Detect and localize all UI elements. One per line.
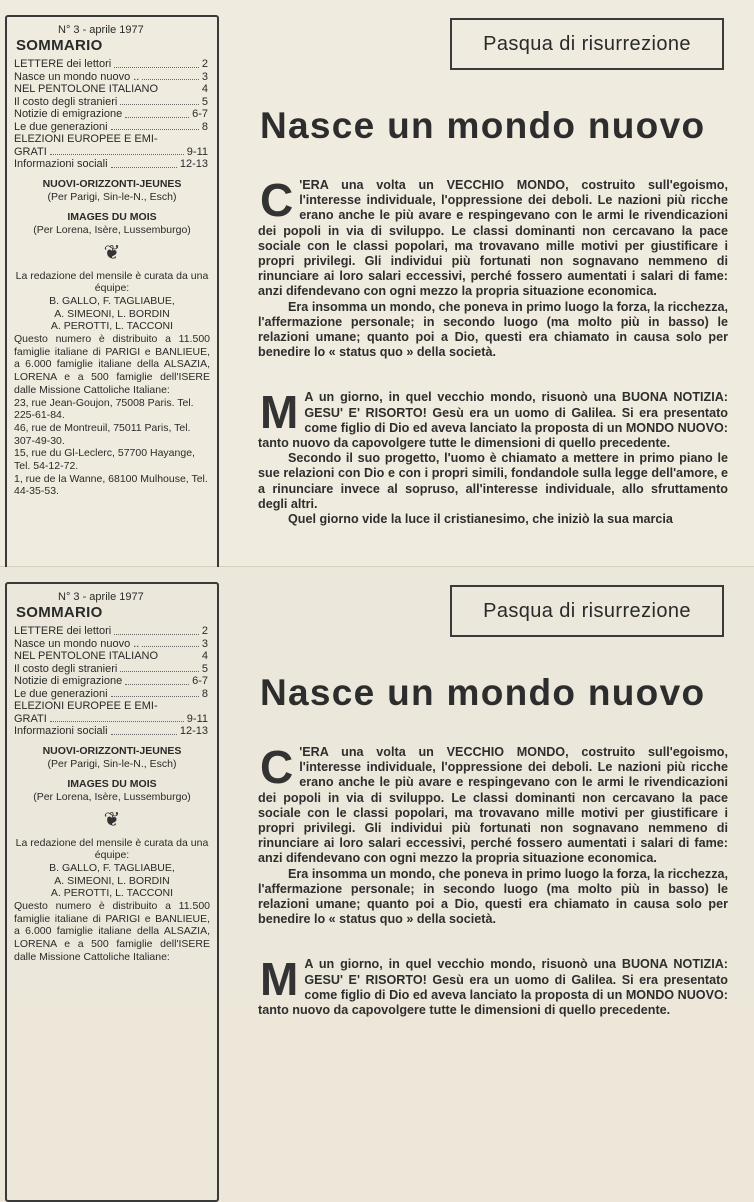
issue-number: N° 3 - aprile 1977 xyxy=(58,24,144,36)
drop-cap: M xyxy=(260,953,299,1006)
address-item: 1, rue de la Wanne, 68100 Mulhouse, Tel. 44-35-53. xyxy=(14,472,208,498)
toc-item[interactable]: Nasce un mondo nuovo .. 3 xyxy=(14,637,208,650)
page-copy-top xyxy=(0,0,754,567)
editor-names: B. GALLO, F. TAGLIABUE, A. SIMEONI, L. BORDIN A. PEROTTI, L. TACCONI xyxy=(49,294,175,333)
section-banner: Pasqua di risurrezione xyxy=(450,585,724,637)
address-item: 23, rue Jean-Goujon, 75008 Paris. Tel. 225-61-84. xyxy=(14,396,194,422)
supplement-subtitle: (Per Parigi, Sin-le-N., Esch) xyxy=(47,190,177,203)
table-of-contents xyxy=(14,625,210,738)
floral-ornament-icon: ❦ xyxy=(103,808,121,831)
toc-item[interactable]: ELEZIONI EUROPEE E EMI- xyxy=(14,700,158,712)
article-headline: Nasce un mondo nuovo xyxy=(260,105,706,146)
distribution-text: Questo numero è distribuito a 11.500 famiglie italiane di PARIGI e BANLIEUE, a 6.000 famiglie italiane della ALSAZIA, LORENA e a 500 famiglie dell'ISERE dalle Missione Cattoliche Italiane: xyxy=(14,333,210,396)
issue-number: N° 3 - aprile 1977 xyxy=(58,591,144,603)
toc-item[interactable]: Le due generazioni 8 xyxy=(14,687,208,700)
section-banner: Pasqua di risurrezione xyxy=(450,18,724,70)
drop-cap: C xyxy=(260,174,294,226)
redazione-text: La redazione del mensile è curata da una équipe: xyxy=(15,836,209,862)
sommario-box xyxy=(5,15,219,635)
supplement-title: NUOVI-ORIZZONTI-JEUNES xyxy=(42,177,182,190)
supplement-subtitle: (Per Lorena, Isère, Lussemburgo) xyxy=(33,223,191,236)
toc-item[interactable]: GRATI 9-11 xyxy=(14,712,208,725)
redazione-text: La redazione del mensile è curata da una équipe: xyxy=(15,269,209,295)
address-item: 15, rue du Gl-Leclerc, 57700 Hayange, Tel. 54-12-72. xyxy=(14,447,195,473)
supplement-subtitle: (Per Lorena, Isère, Lussemburgo) xyxy=(33,790,191,803)
article-paragraph: Quel giorno vide la luce il cristianesimo, che iniziò la sua marcia xyxy=(288,512,673,527)
article-headline: Nasce un mondo nuovo xyxy=(260,672,706,713)
toc-item[interactable]: NEL PENTOLONE ITALIANO 4 xyxy=(14,650,208,662)
toc-item[interactable]: Il costo degli stranieri 5 xyxy=(14,662,208,675)
article-paragraph: A un giorno, in quel vecchio mondo, risuonò una BUONA NOTIZIA: GESU' E' RISORTO! Gesù era un uomo di Galilea. Si era presentato come figlio di Dio ed aveva lanciato la proposta di un MONDO NUOVO: tanto nuovo da capovolgere tutte le dimensioni di quello precedente. xyxy=(258,957,728,1018)
article-paragraph: A un giorno, in quel vecchio mondo, risuonò una BUONA NOTIZIA: GESU' E' RISORTO! Gesù era un uomo di Galilea. Si era presentato come figlio di Dio ed aveva lanciato la proposta di un MONDO NUOVO: tanto nuovo da capovolgere tutte le dimensioni di quello precedente. xyxy=(258,390,728,451)
toc-item[interactable]: Notizie di emigrazione 6-7 xyxy=(14,675,208,687)
toc-item[interactable]: ELEZIONI EUROPEE E EMI- xyxy=(14,133,158,145)
supplement-title: IMAGES DU MOIS xyxy=(67,777,157,790)
address-list xyxy=(14,397,210,499)
table-of-contents xyxy=(14,58,210,171)
article-body xyxy=(258,174,728,527)
toc-item[interactable]: Nasce un mondo nuovo .. 3 xyxy=(14,70,208,83)
article-paragraph: Secondo il suo progetto, l'uomo è chiamato a mettere in primo piano le sue relazioni con Dio e con i propri simili, fondandole sulla legge dell'amore, e a rinunciare invece al sopruso, all'interesse individuale, allo sfruttamento degli altri. xyxy=(258,451,728,511)
article-body xyxy=(258,741,728,1018)
sommario-title: SOMMARIO xyxy=(16,37,103,54)
floral-ornament-icon: ❦ xyxy=(103,241,121,264)
article-paragraph: Era insomma un mondo, che poneva in primo luogo la forza, la ricchezza, l'affermazione personale; in secondo luogo (ma molto più in basso) le relazioni umane; quanto poi a Dio, questi era chiamato in causa solo per benedire lo « status quo » della società. xyxy=(258,299,728,360)
distribution-text: Questo numero è distribuito a 11.500 famiglie italiane di PARIGI e BANLIEUE, a 6.000 famiglie italiane della ALSAZIA, LORENA e a 500 famiglie dell'ISERE dalle Missione Cattoliche Italiane: xyxy=(14,900,210,963)
toc-item[interactable]: Informazioni sociali 12-13 xyxy=(14,158,208,170)
toc-item[interactable]: Le due generazioni 8 xyxy=(14,120,208,133)
supplement-title: IMAGES DU MOIS xyxy=(67,210,157,223)
toc-item[interactable]: LETTERE dei lettori 2 xyxy=(14,625,208,637)
toc-item[interactable]: NEL PENTOLONE ITALIANO 4 xyxy=(14,83,208,95)
supplement-title: NUOVI-ORIZZONTI-JEUNES xyxy=(42,744,182,757)
toc-item[interactable]: LETTERE dei lettori 2 xyxy=(14,58,208,70)
editor-names: B. GALLO, F. TAGLIABUE, A. SIMEONI, L. BORDIN A. PEROTTI, L. TACCONI xyxy=(49,861,175,900)
toc-item[interactable]: Il costo degli stranieri 5 xyxy=(14,95,208,108)
toc-item[interactable]: Notizie di emigrazione 6-7 xyxy=(14,108,208,120)
sommario-box xyxy=(5,582,219,1202)
drop-cap: M xyxy=(260,386,299,439)
article-paragraph: 'ERA una volta un VECCHIO MONDO, costruito sull'egoismo, l'interesse individuale, l'oppressione dei deboli. Le nazioni più ricche erano anche le più avare e respingevano con le armi le rivendicazioni dei popoli in via di sviluppo. Le classi dominanti non cercavano la pace sociale con le classi popolari, ma trovavano mille motivi per giustificare i propri privilegi. Gli individui più fortunati non sognavano nemmeno di rinunciare ai loro salari eccessivi, perché fossero aumentati i salari di fame: anzi difendevano con ogni mezzo la propria situazione economica. xyxy=(258,745,728,866)
article-paragraph: 'ERA una volta un VECCHIO MONDO, costruito sull'egoismo, l'interesse individuale, l'oppressione dei deboli. Le nazioni più ricche erano anche le più avare e respingevano con le armi le rivendicazioni dei popoli in via di sviluppo. Le classi dominanti non cercavano la pace sociale con le classi popolari, ma trovavano mille motivi per giustificare i propri privilegi. Gli individui più fortunati non sognavano nemmeno di rinunciare ai loro salari eccessivi, perché fossero aumentati i salari di fame: anzi difendevano con ogni mezzo la propria situazione economica. xyxy=(258,178,728,299)
drop-cap: C xyxy=(260,741,294,793)
article-paragraph: Era insomma un mondo, che poneva in primo luogo la forza, la ricchezza, l'affermazione personale; in secondo luogo (ma molto più in basso) le relazioni umane; quanto poi a Dio, questi era chiamato in causa solo per benedire lo « status quo » della società. xyxy=(258,866,728,927)
sommario-title: SOMMARIO xyxy=(16,604,103,621)
address-item: 46, rue de Montreuil, 75011 Paris, Tel. 307-49-30. xyxy=(14,421,191,447)
supplement-subtitle: (Per Parigi, Sin-le-N., Esch) xyxy=(47,757,177,770)
page-copy-bottom xyxy=(0,567,754,1018)
toc-item[interactable]: GRATI 9-11 xyxy=(14,145,208,158)
toc-item[interactable]: Informazioni sociali 12-13 xyxy=(14,725,208,737)
